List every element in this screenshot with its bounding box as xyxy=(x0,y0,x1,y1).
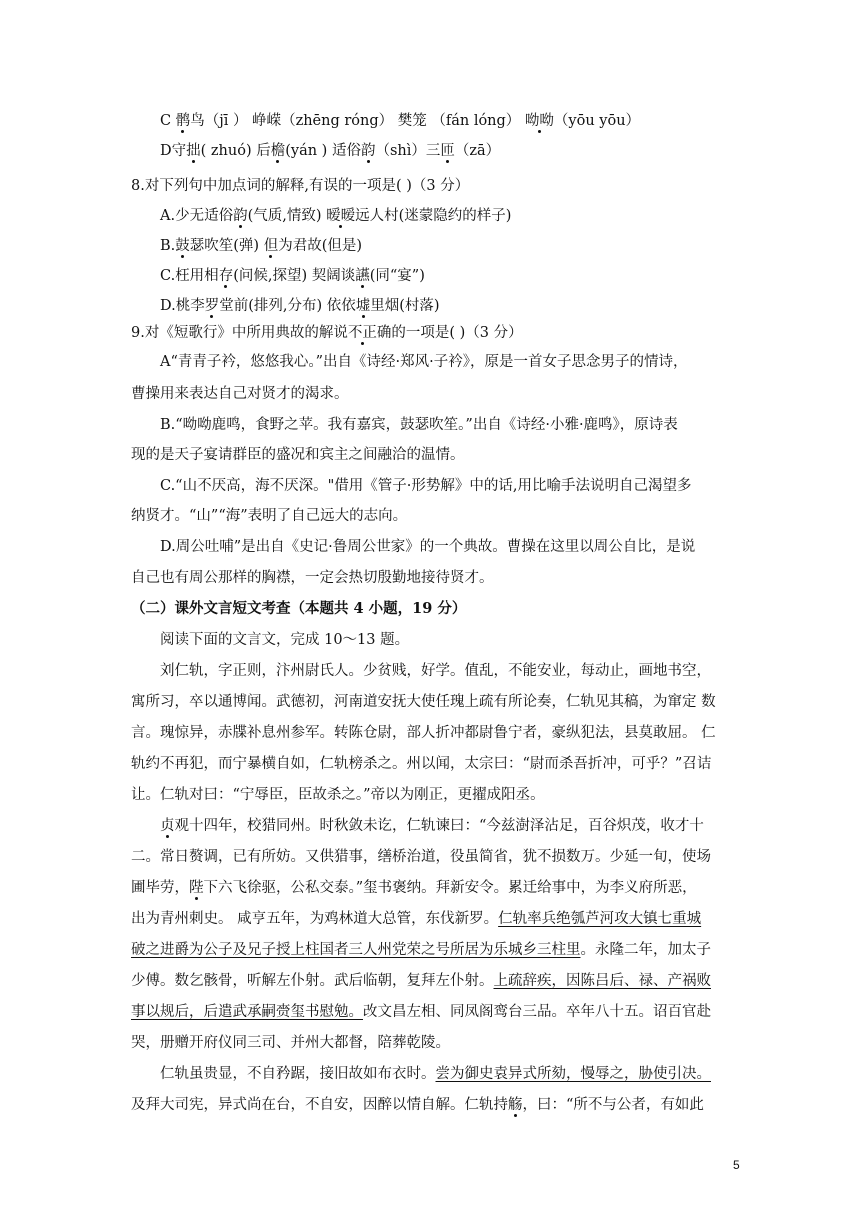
emphasis-dot-text: 贞 xyxy=(160,818,175,834)
text-segment: C.“山不厌高，海不厌深。"借用《管子·形势解》中的话,用比喻手法说明自己渴望多 xyxy=(160,478,692,494)
text-segment: 及拜大司宪，异式尚在台，不自安，因醉以情自解。仁轨持 xyxy=(131,1097,508,1113)
text-line xyxy=(131,384,349,404)
text-segment: 确的一项是( )（3 分） xyxy=(376,325,523,341)
text-segment: 纳贤才。“山”“海”表明了自己远大的志向。 xyxy=(131,508,408,524)
text-line xyxy=(160,352,688,372)
text-segment: ，曰：“所不与公者，有如此 xyxy=(522,1097,704,1113)
underlined-text: 仁轨率兵绝瓠芦河攻大镇七重城 xyxy=(498,911,702,927)
emphasis-dot-text: 墟 xyxy=(355,298,371,314)
text-line xyxy=(160,415,678,435)
emphasis-dot-text: 讌 xyxy=(355,268,370,284)
text-segment: 远人村(迷蒙隐约的样子) xyxy=(355,208,512,224)
text-segment: 曹操用来表达自己对贤才的渴求。 xyxy=(131,386,349,402)
emphasis-dot-text: 存 xyxy=(218,268,234,284)
text-line xyxy=(131,878,697,898)
text-segment: 自己也有周公那样的胸襟，一定会热切殷勤地接待贤才。 xyxy=(131,570,494,586)
text-line xyxy=(131,599,466,619)
text-segment: （zā） xyxy=(454,143,501,159)
text-segment: (气质,情致) xyxy=(247,208,327,224)
text-line xyxy=(131,1033,450,1053)
text-segment: 改文昌左相、同凤阁鸾台三品。卒年八十五。诏百官赴 xyxy=(363,1004,711,1020)
emphasis-dot-text: 拙 xyxy=(186,143,201,159)
text-segment: （shì）三 xyxy=(375,143,441,159)
text-segment: 言。瑰惊异，赤牒补息州参军。转陈仓尉，部人折冲都尉鲁宁者，豪纵犯法，县莫敢屈。 仁 xyxy=(131,725,716,741)
emphasis-dot-text: 鼓 xyxy=(175,238,190,254)
text-segment: D.桃李 xyxy=(160,298,205,314)
text-segment: 鸟（jī ） 峥嵘（zhēng róng） 樊笼 （fán lóng） xyxy=(190,113,525,129)
text-segment: 二。常日赘调，已有所妨。又供猎事，缮桥治道，役虽简省，犹不损数万。少延一旬，使场 xyxy=(131,849,711,865)
text-segment: 9.对《短歌行》中所用典故的解说 xyxy=(131,325,348,341)
text-segment: C xyxy=(160,113,176,129)
underlined-text: 事以规后，后遣武承嗣赍玺书慰勉。 xyxy=(131,1004,363,1020)
text-segment: (yán ) 适俗 xyxy=(285,143,361,159)
text-line xyxy=(160,630,409,650)
text-line xyxy=(131,971,711,991)
text-segment: 少傅。数乞骸骨，听解左仆射。武后临朝，复拜左仆射。 xyxy=(131,973,494,989)
text-segment: 观十四年，校猎同州。时秋敛未讫，仁轨谏曰：“今兹澍泽沾足，百谷炽茂，收才十 xyxy=(174,818,704,834)
text-segment: ( zhuó) 后 xyxy=(200,143,271,159)
text-line xyxy=(131,323,523,343)
emphasis-dot-text: 不正 xyxy=(347,325,377,341)
underlined-text: 尝为御史袁异式所劾，慢辱之，胁使引决。 xyxy=(435,1066,711,1082)
text-line xyxy=(131,723,716,743)
text-segment: 寓所习，卒以通博闻。武德初，河南道安抚大使任瑰上疏有所论奏，仁轨见其稿，为窜定 数 xyxy=(131,694,716,710)
text-line xyxy=(131,568,494,588)
text-segment: 轨约不再犯，而宁暴横自如，仁轨榜杀之。州以闻，太宗曰：“尉而杀吾折冲，可乎？”召诘 xyxy=(131,756,712,772)
text-line xyxy=(160,476,691,496)
emphasis-dot-text: 匝 xyxy=(440,143,455,159)
text-segment: 为君故(但是) xyxy=(278,238,363,254)
text-segment: 8.对下列句中加点词的解释,有误的一项是( )（3 分） xyxy=(131,178,470,194)
text-line xyxy=(160,296,440,316)
text-segment: 下六飞徐驱，公私交泰。”玺书褒纳。拜新安令。累迁给事中，为李义府所恶， xyxy=(203,880,697,896)
text-line xyxy=(131,445,465,465)
text-segment: D.周公吐哺”是出自《史记·鲁周公世家》的一个典故。曹操在这里以周公自比，是说 xyxy=(160,539,696,555)
text-segment: C.枉用相 xyxy=(160,268,219,284)
emphasis-dot-text: 但 xyxy=(263,238,279,254)
text-segment: 。永隆二年，加太子 xyxy=(580,942,711,958)
text-line xyxy=(160,266,425,286)
text-line xyxy=(131,692,716,712)
text-segment: （yōu yōu） xyxy=(553,113,641,129)
emphasis-dot-text: 陛 xyxy=(189,880,204,896)
text-line xyxy=(131,176,469,196)
text-line xyxy=(131,754,711,774)
text-segment: (问候,探望) 契阔谈 xyxy=(233,268,356,284)
text-line xyxy=(131,785,545,805)
text-line xyxy=(160,661,711,681)
emphasis-dot-text: 呦呦 xyxy=(524,113,554,129)
text-segment: 现的是天子宴请群臣的盛况和宾主之间融洽的温情。 xyxy=(131,447,465,463)
text-segment: 出为青州刺史。 咸亨五年，为鸡林道大总管，东伐新罗。 xyxy=(131,911,499,927)
text-segment: 瑟吹笙(弹) xyxy=(189,238,264,254)
emphasis-dot-text: 韵 xyxy=(360,143,376,159)
text-segment: 里烟(村落) xyxy=(370,298,440,314)
emphasis-dot-text: 鹘 xyxy=(175,113,191,129)
text-line xyxy=(131,1095,704,1115)
text-line xyxy=(131,940,711,960)
emphasis-dot-text: 檐 xyxy=(270,143,286,159)
text-segment: A.少无适俗 xyxy=(160,208,234,224)
text-segment: B. xyxy=(160,238,176,254)
text-segment: B.“呦呦鹿鸣，食野之苹。我有嘉宾，鼓瑟吹笙。”出自《诗经·小雅·鹿鸣》，原诗表 xyxy=(160,417,678,433)
text-line xyxy=(160,1064,711,1084)
text-line xyxy=(160,236,362,256)
emphasis-dot-text: 暧暧 xyxy=(326,208,356,224)
text-segment: 哭，册赠开府仪同三司、并州大都督，陪葬乾陵。 xyxy=(131,1035,450,1051)
page-number: 5 xyxy=(733,1158,740,1172)
text-line xyxy=(160,816,704,836)
text-line xyxy=(131,847,711,867)
text-line xyxy=(160,111,640,131)
text-line xyxy=(160,206,511,226)
text-segment: 阅读下面的文言文，完成 10～13 题。 xyxy=(160,632,410,648)
text-line xyxy=(131,1002,711,1022)
text-line xyxy=(131,909,701,929)
emphasis-dot-text: 觞 xyxy=(508,1097,523,1113)
text-segment: (同“宴”) xyxy=(369,268,425,284)
text-segment: 仁轨虽贵显，不自矜踞，接旧故如布衣时。 xyxy=(160,1066,436,1082)
emphasis-dot-text: 罗 xyxy=(204,298,220,314)
text-segment: 刘仁轨，字正则，汴州尉氏人。少贫贱，好学。值乱，不能安业，每动止，画地书空， xyxy=(160,663,711,679)
text-line xyxy=(131,506,407,526)
text-segment: 让。仁轨对曰：“宁辱臣，臣故杀之。”帝以为刚正，更擢成阳丞。 xyxy=(131,787,545,803)
text-segment: 堂前(排列,分布) 依依 xyxy=(219,298,356,314)
text-line xyxy=(160,537,695,557)
text-segment: D守 xyxy=(160,143,187,159)
text-segment: （二）课外文言短文考查（本题共 4 小题，19 分） xyxy=(131,600,467,617)
text-segment: A“青青子衿，悠悠我心。”出自《诗经·郑风·子衿》，原是一首女子思念男子的情诗， xyxy=(160,354,688,370)
underlined-text: 破之进爵为公子及兄子授上柱国者三人州党荣之号所居为乐城乡三柱里 xyxy=(131,942,581,958)
underlined-text: 上疏辞疾，因陈吕后、禄、产祸败 xyxy=(493,973,711,989)
emphasis-dot-text: 韵 xyxy=(233,208,248,224)
text-segment: 圃毕劳， xyxy=(131,880,189,896)
text-line xyxy=(160,141,500,161)
